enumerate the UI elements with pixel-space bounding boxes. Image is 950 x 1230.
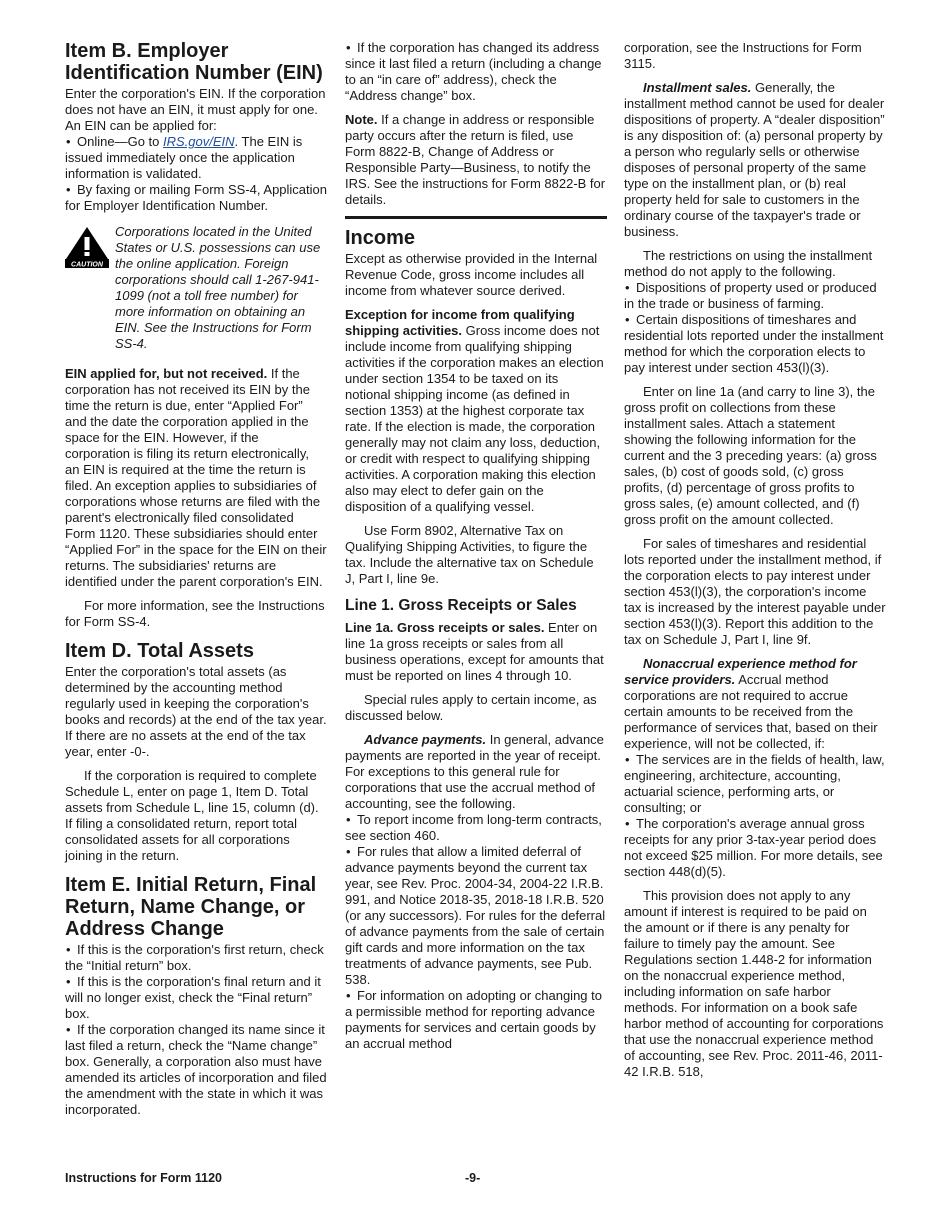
paragraph: This provision does not apply to any amount if interest is required to be paid on the amount or if there is any penalty for failure to timely pay the amount. See Regulations section 1.448-2 for information on the nonaccrual experience method, including information on safe harbor methods. For information on a book safe harbor method of accounting for corporations that use the nonaccrual experience method of accounting, see Rev. Proc. 2011-46, 2011-42 I.R.B. 518, <box>624 888 884 1079</box>
line-1a-lead: Line 1a. Gross receipts or sales. <box>345 620 545 635</box>
paragraph <box>345 112 607 208</box>
line-1a-text: Enter on line 1a gross receipts or sales from all business operations, except for amounts that must be reported on lines 4 through 10. <box>345 620 604 683</box>
line-1-heading: Line 1. Gross Receipts or Sales <box>345 597 577 614</box>
bullet-item: • By faxing or mailing Form SS-4, Application for Employer Identification Number. <box>65 182 327 214</box>
bullet-item: • If the corporation changed its name since it last filed a return, check the “Name change” box. Generally, a corporation also must have amended its articles of incorporation and filed the amendment with the state in which it was incorporated. <box>65 1022 327 1118</box>
bullet-item: • If this is the corporation's final return and it will no longer exist, check the “Final return” box. <box>65 974 327 1022</box>
column-right <box>624 40 886 1088</box>
paragraph: If the corporation is required to complete Schedule L, enter on page 1, Item D. Total assets from Schedule L, line 15, column (d). If filing a consolidated return, report total consolidated assets for all corporations joining in the return. <box>65 768 319 863</box>
column-left <box>65 40 327 1118</box>
installment-text: Generally, the installment method cannot be used for dealer dispositions of property. A “dealer disposition” is any disposition of: (a) personal property by a person who regularly sells or otherwise disposes of personal property of the same type on the installment plan, or (b) real property held for sale to customers in the ordinary course of the taxpayer's trade or business. <box>624 80 885 239</box>
bullet-item <box>65 134 327 182</box>
paragraph <box>624 80 886 240</box>
item-d-heading: Item D. Total Assets <box>65 640 254 662</box>
advance-payments-text: In general, advance payments are reported in the year of receipt. For exceptions to this general rule for corporations that use the accrual method of accounting, see the following. <box>345 732 604 811</box>
column-middle <box>345 40 607 1052</box>
footer-form-title: Instructions for Form 1120 <box>65 1171 222 1185</box>
bullet-item: • Certain dispositions of timeshares and residential lots reported under the installment method for which the corporation elects to pay interest under section 453(l)(3). <box>624 312 886 376</box>
paragraph: Enter the corporation's EIN. If the corporation does not have an EIN, it must apply for one. An EIN can be applied for: <box>65 86 326 133</box>
irs-ein-link[interactable]: IRS.gov/EIN <box>163 134 235 149</box>
item-b-heading: Item B. Employer Identification Number (EIN) <box>65 40 323 84</box>
bullet-item: • If the corporation has changed its address since it last filed a return (including a change to an “in care of” address), check the “Address change” box. <box>345 40 607 104</box>
bullet-item: • If this is the corporation's first return, check the “Initial return” box. <box>65 942 327 974</box>
bullet-item: • For rules that allow a limited deferral of advance payments beyond the current tax year, see Rev. Proc. 2004-34, 2004-22 I.R.B. 991, and Notice 2018-35, 2018-18 I.R.B. 520 (or any successors). For rules for the deferral of advance payments from the sale of certain gift cards and more information on the tax treatments of advance payments, see Pub. 538. <box>345 844 607 988</box>
ein-text: If the corporation has not received its EIN by the time the return is due, enter “Applied For” and the date the corporation applied in the space for the EIN. However, if the corporation is filing its return electronically, an EIN is required at the time the return is filed. An exception applies to subsidiaries of corporations whose returns are filed with the parent's electronically filed consolidated Form 1120. These subsidiaries should enter “Applied For” in the space for the EIN on their returns. The subsidiaries' returns are identified under the parent corporation's EIN. <box>65 366 327 589</box>
caution-note <box>65 224 327 352</box>
section-rule <box>345 216 607 219</box>
page-number: -9- <box>465 1171 481 1185</box>
shipping-lead: Exception for income from qualifying shipping activities. <box>345 307 575 338</box>
bullet-item: • For information on adopting or changing to a permissible method for reporting advance payments for services and certain goods by an accrual method <box>345 988 607 1052</box>
paragraph: For sales of timeshares and residential lots reported under the installment method, if the corporation elects to pay interest under section 453(l)(3), the corporation's income tax is increased by the interest payable under section 453(l)(3). Report this addition to the tax on Schedule J, Part I, line 9f. <box>624 536 886 647</box>
note-text: If a change in address or responsible party occurs after the return is filed, use Form 8822-B, Change of Address or Responsible Party—Business, to notify the IRS. See the instructions for Form 8822-B for details. <box>345 112 606 207</box>
note-lead: Note. <box>345 112 378 127</box>
shipping-text: Gross income does not include income from qualifying shipping activities if the corporation makes an election under section 1354 to be taxed on its notional shipping income (as defined in section 1353) at the highest corporate tax rate. If the election is made, the corporation generally may not claim any loss, deduction, or credit with respect to qualifying shipping activities. A corporation making this election also may elect to defer gain on the disposition of a qualifying vessel. <box>345 323 604 514</box>
paragraph: Special rules apply to certain income, as discussed below. <box>345 692 597 723</box>
paragraph <box>345 620 607 684</box>
bullet-text: . The EIN is issued immediately once the application information is validated. <box>65 134 303 181</box>
paragraph: corporation, see the Instructions for Form 3115. <box>624 40 862 71</box>
paragraph <box>345 732 607 812</box>
paragraph: For more information, see the Instructions for Form SS-4. <box>65 598 325 629</box>
bullet-text: Online—Go to <box>77 134 163 149</box>
installment-lead: Installment sales. <box>643 80 752 95</box>
paragraph <box>624 656 886 752</box>
bullet-item: • The services are in the fields of health, law, engineering, architecture, accounting, actuarial science, performing arts, or consulting; or <box>624 752 886 816</box>
paragraph: Enter the corporation's total assets (as determined by the accounting method regularly used in keeping the corporation's books and records) at the end of the tax year. If there are no assets at the end of the tax year, enter -0-. <box>65 664 327 759</box>
bullet-item: • Dispositions of property used or produced in the trade or business of farming. <box>624 280 886 312</box>
item-e-heading: Item E. Initial Return, Final Return, Name Change, or Address Change <box>65 874 317 940</box>
ein-lead: EIN applied for, but not received. <box>65 366 268 381</box>
paragraph: The restrictions on using the installment method do not apply to the following. <box>624 248 873 279</box>
caution-label: CAUTION <box>71 261 103 268</box>
paragraph: Use Form 8902, Alternative Tax on Qualifying Shipping Activities, to figure the tax. Include the alternative tax on Schedule J, Part I, line 9e. <box>345 523 594 586</box>
caution-text: Corporations located in the United States or U.S. possessions can use the online application. Foreign corporations should call 1-267-941-1099 (not a toll free number) for more information on obtaining an EIN. See the Instructions for Form SS-4. <box>115 224 321 351</box>
paragraph <box>65 366 327 590</box>
bullet-item: • The corporation's average annual gross receipts for any prior 3-tax-year period does not exceed $25 million. For more details, see section 448(d)(5). <box>624 816 886 880</box>
income-heading: Income <box>345 227 416 249</box>
caution-icon <box>65 226 109 268</box>
paragraph: Except as otherwise provided in the Internal Revenue Code, gross income includes all income from whatever source derived. <box>345 251 598 298</box>
paragraph <box>345 307 607 515</box>
nonaccrual-lead: Nonaccrual experience method for service providers. <box>624 656 857 687</box>
nonaccrual-text: Accrual method corporations are not required to accrue certain amounts to be received from the performance of services that, based on their experience, will not be collected, if: <box>624 672 878 751</box>
bullet-item: • To report income from long-term contracts, see section 460. <box>345 812 607 844</box>
paragraph: Enter on line 1a (and carry to line 3), the gross profit on collections from these installment sales. Attach a statement showing the following information for the current and the 3 preceding years: (a) gross sales, (b) cost of goods sold, (c) gross profits, (d) percentage of gross profits to gross sales, (e) amount collected, and (f) gross profit on the amount collected. <box>624 384 877 527</box>
advance-payments-lead: Advance payments. <box>364 732 487 747</box>
